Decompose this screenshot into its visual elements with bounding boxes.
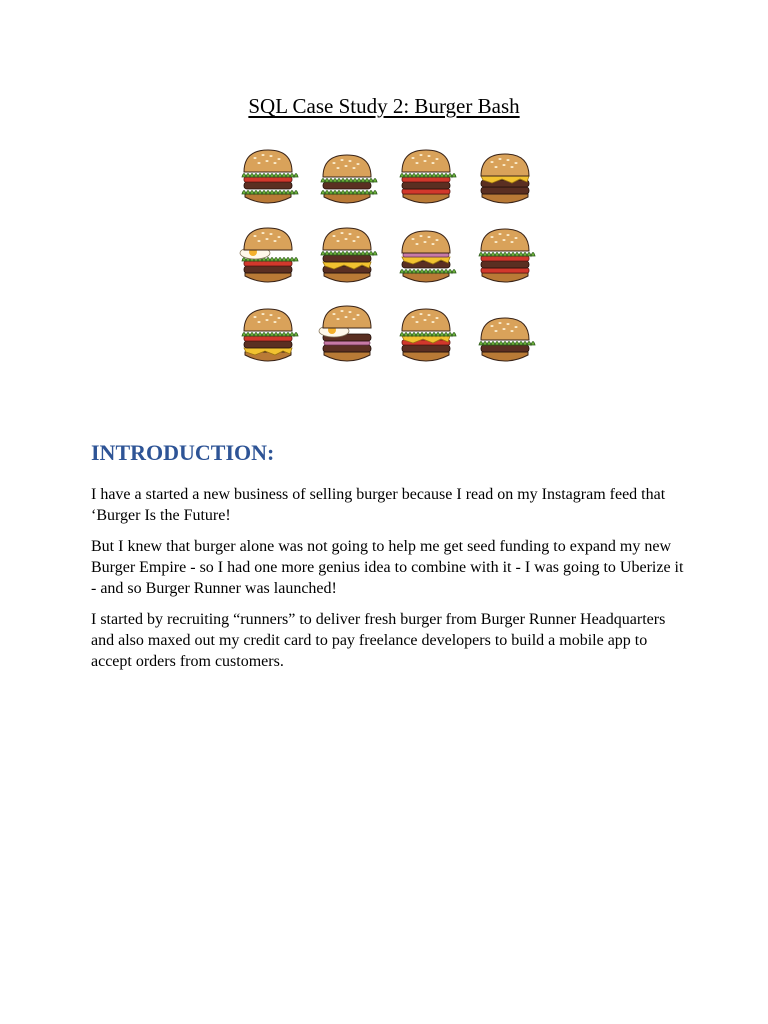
burger-icon (393, 147, 459, 213)
burger-icon (235, 147, 301, 213)
burger-icon (472, 226, 538, 292)
burger-icon (314, 226, 380, 292)
intro-paragraph-2: But I knew that burger alone was not going to help me get seed funding to expand my new Burger Empire - so I had one more genius idea to combine with it - I was going to Uberize it - and so Burger Runner was launched! (91, 538, 684, 597)
burger-illustration (307, 142, 386, 218)
burger-illustration (465, 300, 544, 376)
document-title-text: SQL Case Study 2: Burger Bash (248, 94, 520, 118)
burger-icon (472, 147, 538, 213)
burger-illustration (228, 300, 307, 376)
burger-illustration (465, 221, 544, 297)
burger-icon (235, 305, 301, 371)
burger-illustration (307, 300, 386, 376)
document-title (0, 92, 768, 120)
burger-illustration (307, 221, 386, 297)
burger-illustration-grid (228, 142, 544, 372)
burger-icon (314, 305, 380, 371)
burger-icon (472, 305, 538, 371)
intro-paragraph-3: I started by recruiting “runners” to deliver fresh burger from Burger Runner Headquarters and also maxed out my credit card to pay freelance developers to build a mobile app to accept orders from customers. (91, 611, 666, 670)
burger-illustration (228, 221, 307, 297)
burger-illustration (465, 142, 544, 218)
burger-icon (314, 147, 380, 213)
burger-icon (235, 226, 301, 292)
burger-icon (393, 226, 459, 292)
burger-illustration (386, 300, 465, 376)
burger-icon (393, 305, 459, 371)
introduction-heading: INTRODUCTION: (91, 440, 275, 465)
burger-illustration (386, 142, 465, 218)
burger-illustration (386, 221, 465, 297)
intro-paragraph-1: I have a started a new business of selling burger because I read on my Instagram feed that ‘Burger Is the Future! (91, 486, 666, 524)
burger-illustration (228, 142, 307, 218)
